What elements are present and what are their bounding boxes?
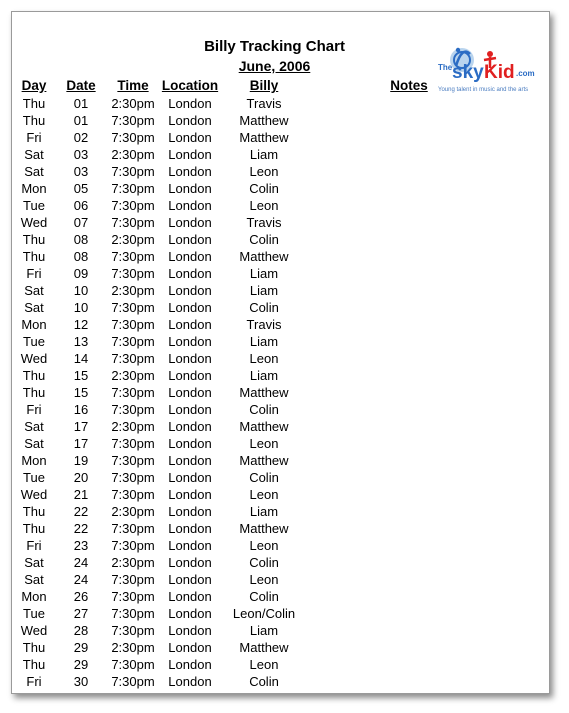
date-cell: 29 — [73, 657, 89, 672]
time-cell: 7:30pm — [111, 317, 155, 332]
day-cell: Fri — [26, 674, 42, 689]
billy-cell: Leon — [249, 572, 279, 587]
location-cell: London — [168, 266, 212, 281]
billy-cell: Liam — [249, 368, 279, 383]
billy-cell: Travis — [246, 96, 282, 111]
time-cell: 7:30pm — [111, 351, 155, 366]
location-cell: London — [168, 181, 212, 196]
billy-cell: Colin — [249, 300, 279, 315]
date-cell: 29 — [73, 640, 89, 655]
schedule-row — [12, 163, 549, 180]
header-day: Day — [21, 78, 47, 93]
location-cell: London — [168, 96, 212, 111]
location-cell: London — [168, 351, 212, 366]
location-cell: London — [168, 453, 212, 468]
day-cell: Wed — [20, 487, 48, 502]
day-cell: Sat — [24, 436, 44, 451]
location-cell: London — [168, 215, 212, 230]
schedule-row — [12, 452, 549, 469]
billy-cell: Colin — [249, 402, 279, 417]
location-cell: London — [168, 657, 212, 672]
logo-com-text: .com — [516, 69, 535, 78]
time-cell: 7:30pm — [111, 538, 155, 553]
day-cell: Wed — [20, 351, 48, 366]
time-cell: 2:30pm — [111, 283, 155, 298]
day-cell: Mon — [21, 453, 47, 468]
time-cell: 7:30pm — [111, 385, 155, 400]
time-cell: 7:30pm — [111, 113, 155, 128]
location-cell: London — [168, 198, 212, 213]
schedule-row — [12, 588, 549, 605]
schedule-row — [12, 656, 549, 673]
logo-tagline: Young talent in music and the arts — [438, 87, 529, 93]
location-cell: London — [168, 419, 212, 434]
day-cell: Thu — [22, 368, 46, 383]
date-cell: 27 — [73, 606, 89, 621]
date-cell: 30 — [73, 674, 89, 689]
date-cell: 06 — [73, 198, 89, 213]
logo-kid-text: Kid — [484, 62, 515, 83]
schedule-row — [12, 129, 549, 146]
day-cell: Thu — [22, 385, 46, 400]
date-cell: 28 — [73, 623, 89, 638]
location-cell: London — [168, 402, 212, 417]
schedule-row — [12, 401, 549, 418]
schedule-row — [12, 180, 549, 197]
date-cell: 15 — [73, 368, 89, 383]
header-billy: Billy — [249, 78, 279, 93]
date-cell: 08 — [73, 249, 89, 264]
date-cell: 22 — [73, 504, 89, 519]
billy-cell: Liam — [249, 283, 279, 298]
schedule-row — [12, 316, 549, 333]
schedule-row — [12, 571, 549, 588]
location-cell: London — [168, 504, 212, 519]
date-cell: 10 — [73, 300, 89, 315]
header-location: Location — [161, 78, 219, 93]
location-cell: London — [168, 436, 212, 451]
date-cell: 17 — [73, 419, 89, 434]
time-cell: 7:30pm — [111, 572, 155, 587]
location-cell: London — [168, 283, 212, 298]
day-cell: Thu — [22, 521, 46, 536]
billy-cell: Leon — [249, 198, 279, 213]
billy-cell: Matthew — [239, 130, 289, 145]
time-cell: 7:30pm — [111, 181, 155, 196]
time-cell: 7:30pm — [111, 657, 155, 672]
location-cell: London — [168, 385, 212, 400]
billy-cell: Colin — [249, 674, 279, 689]
location-cell: London — [168, 538, 212, 553]
billy-cell: Leon — [249, 657, 279, 672]
date-cell: 24 — [73, 572, 89, 587]
time-cell: 7:30pm — [111, 249, 155, 264]
logo-graphic — [438, 40, 544, 88]
billy-cell: Matthew — [239, 453, 289, 468]
schedule-row — [12, 469, 549, 486]
location-cell: London — [168, 487, 212, 502]
billy-cell: Matthew — [239, 249, 289, 264]
location-cell: London — [168, 164, 212, 179]
time-cell: 7:30pm — [111, 470, 155, 485]
location-cell: London — [168, 589, 212, 604]
schedule-row — [12, 265, 549, 282]
date-cell: 07 — [73, 215, 89, 230]
location-cell: London — [168, 317, 212, 332]
location-cell: London — [168, 300, 212, 315]
time-cell: 2:30pm — [111, 147, 155, 162]
location-cell: London — [168, 623, 212, 638]
header-notes: Notes — [390, 78, 428, 93]
billy-cell: Leon — [249, 436, 279, 451]
location-cell: London — [168, 470, 212, 485]
schedule-row — [12, 112, 549, 129]
time-cell: 7:30pm — [111, 453, 155, 468]
time-cell: 7:30pm — [111, 436, 155, 451]
location-cell: London — [168, 113, 212, 128]
billy-cell: Liam — [249, 266, 279, 281]
schedule-row — [12, 503, 549, 520]
day-cell: Thu — [22, 232, 46, 247]
day-cell: Tue — [23, 606, 45, 621]
day-cell: Fri — [26, 538, 42, 553]
date-cell: 03 — [73, 164, 89, 179]
time-cell: 7:30pm — [111, 674, 155, 689]
date-cell: 08 — [73, 232, 89, 247]
time-cell: 7:30pm — [111, 198, 155, 213]
billy-cell: Matthew — [239, 640, 289, 655]
billy-cell: Matthew — [239, 385, 289, 400]
date-cell: 02 — [73, 130, 89, 145]
day-cell: Mon — [21, 589, 47, 604]
location-cell: London — [168, 572, 212, 587]
time-cell: 7:30pm — [111, 164, 155, 179]
day-cell: Wed — [20, 215, 48, 230]
schedule-row — [12, 299, 549, 316]
day-cell: Fri — [26, 130, 42, 145]
location-cell: London — [168, 147, 212, 162]
time-cell: 7:30pm — [111, 487, 155, 502]
day-cell: Mon — [21, 317, 47, 332]
day-cell: Sat — [24, 300, 44, 315]
location-cell: London — [168, 640, 212, 655]
schedule-row — [12, 231, 549, 248]
date-cell: 01 — [73, 113, 89, 128]
time-cell: 7:30pm — [111, 300, 155, 315]
theskykid-logo — [438, 40, 544, 96]
time-cell: 2:30pm — [111, 368, 155, 383]
billy-cell: Colin — [249, 555, 279, 570]
date-cell: 19 — [73, 453, 89, 468]
date-cell: 24 — [73, 555, 89, 570]
billy-cell: Liam — [249, 147, 279, 162]
time-cell: 7:30pm — [111, 130, 155, 145]
day-cell: Sat — [24, 283, 44, 298]
billy-cell: Leon — [249, 351, 279, 366]
billy-cell: Travis — [246, 215, 282, 230]
billy-cell: Leon/Colin — [232, 606, 296, 621]
day-cell: Tue — [23, 470, 45, 485]
header-date: Date — [66, 78, 96, 93]
chart-subtitle: June, 2006 — [238, 58, 311, 74]
day-cell: Thu — [22, 504, 46, 519]
day-cell: Sat — [24, 164, 44, 179]
schedule-row — [12, 333, 549, 350]
schedule-row — [12, 384, 549, 401]
schedule-row — [12, 95, 549, 112]
schedule-row — [12, 214, 549, 231]
schedule-row — [12, 639, 549, 656]
date-cell: 17 — [73, 436, 89, 451]
schedule-row — [12, 282, 549, 299]
location-cell: London — [168, 334, 212, 349]
billy-cell: Liam — [249, 334, 279, 349]
date-cell: 22 — [73, 521, 89, 536]
schedule-row — [12, 673, 549, 690]
schedule-row — [12, 605, 549, 622]
day-cell: Thu — [22, 640, 46, 655]
location-cell: London — [168, 521, 212, 536]
day-cell: Sat — [24, 555, 44, 570]
schedule-row — [12, 520, 549, 537]
time-cell: 7:30pm — [111, 334, 155, 349]
schedule-row — [12, 367, 549, 384]
day-cell: Mon — [21, 181, 47, 196]
billy-cell: Matthew — [239, 521, 289, 536]
time-cell: 7:30pm — [111, 589, 155, 604]
day-cell: Fri — [26, 266, 42, 281]
location-cell: London — [168, 674, 212, 689]
date-cell: 13 — [73, 334, 89, 349]
date-cell: 15 — [73, 385, 89, 400]
schedule-row — [12, 435, 549, 452]
schedule-row — [12, 486, 549, 503]
date-cell: 09 — [73, 266, 89, 281]
time-cell: 7:30pm — [111, 623, 155, 638]
time-cell: 2:30pm — [111, 232, 155, 247]
day-cell: Thu — [22, 249, 46, 264]
day-cell: Tue — [23, 198, 45, 213]
logo-the-text: The — [438, 63, 453, 72]
billy-cell: Colin — [249, 232, 279, 247]
document-page — [11, 11, 550, 694]
schedule-row — [12, 248, 549, 265]
day-cell: Tue — [23, 334, 45, 349]
time-cell: 7:30pm — [111, 266, 155, 281]
billy-cell: Matthew — [239, 419, 289, 434]
location-cell: London — [168, 555, 212, 570]
date-cell: 05 — [73, 181, 89, 196]
time-cell: 2:30pm — [111, 419, 155, 434]
location-cell: London — [168, 249, 212, 264]
billy-cell: Liam — [249, 623, 279, 638]
location-cell: London — [168, 606, 212, 621]
date-cell: 03 — [73, 147, 89, 162]
billy-cell: Liam — [249, 504, 279, 519]
billy-cell: Matthew — [239, 113, 289, 128]
day-cell: Thu — [22, 657, 46, 672]
schedule-row — [12, 197, 549, 214]
schedule-row — [12, 622, 549, 639]
schedule-row — [12, 350, 549, 367]
time-cell: 7:30pm — [111, 606, 155, 621]
logo-sky-text: sky — [452, 62, 484, 83]
location-cell: London — [168, 368, 212, 383]
day-cell: Wed — [20, 623, 48, 638]
date-cell: 01 — [73, 96, 89, 111]
schedule-rows — [12, 95, 549, 690]
billy-cell: Colin — [249, 589, 279, 604]
time-cell: 2:30pm — [111, 640, 155, 655]
date-cell: 12 — [73, 317, 89, 332]
schedule-row — [12, 146, 549, 163]
day-cell: Fri — [26, 402, 42, 417]
day-cell: Thu — [22, 113, 46, 128]
chart-title: Billy Tracking Chart — [204, 38, 345, 55]
billy-cell: Leon — [249, 487, 279, 502]
billy-cell: Leon — [249, 164, 279, 179]
date-cell: 26 — [73, 589, 89, 604]
header-time: Time — [117, 78, 149, 93]
date-cell: 14 — [73, 351, 89, 366]
day-cell: Sat — [24, 419, 44, 434]
day-cell: Sat — [24, 147, 44, 162]
date-cell: 23 — [73, 538, 89, 553]
date-cell: 16 — [73, 402, 89, 417]
schedule-row — [12, 418, 549, 435]
day-cell: Thu — [22, 96, 46, 111]
location-cell: London — [168, 130, 212, 145]
billy-cell: Travis — [246, 317, 282, 332]
date-cell: 21 — [73, 487, 89, 502]
billy-cell: Leon — [249, 538, 279, 553]
time-cell: 7:30pm — [111, 521, 155, 536]
time-cell: 7:30pm — [111, 215, 155, 230]
day-cell: Sat — [24, 572, 44, 587]
time-cell: 2:30pm — [111, 96, 155, 111]
location-cell: London — [168, 232, 212, 247]
schedule-row — [12, 554, 549, 571]
time-cell: 2:30pm — [111, 504, 155, 519]
billy-cell: Colin — [249, 470, 279, 485]
schedule-row — [12, 537, 549, 554]
time-cell: 2:30pm — [111, 555, 155, 570]
billy-cell: Colin — [249, 181, 279, 196]
date-cell: 20 — [73, 470, 89, 485]
time-cell: 7:30pm — [111, 402, 155, 417]
date-cell: 10 — [73, 283, 89, 298]
